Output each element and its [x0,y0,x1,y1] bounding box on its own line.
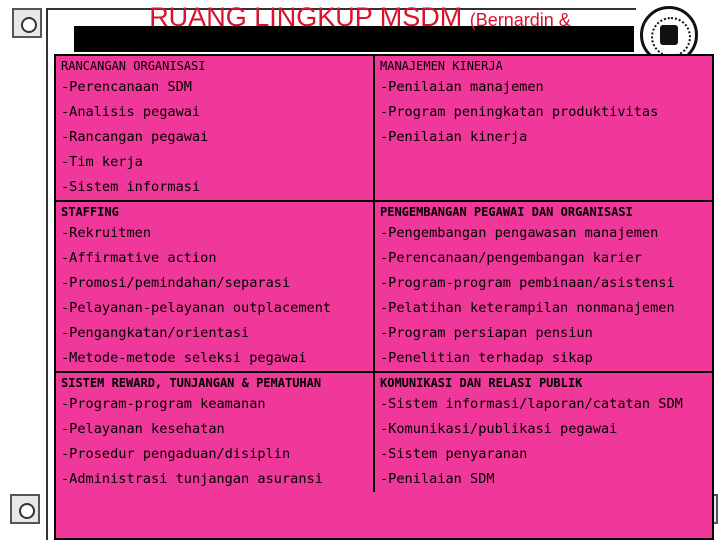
table-cell-left: -Tim kerja [56,150,374,175]
table-cell-right: -Perencanaan/pengembangan karier [380,250,642,266]
title-subtitle: (Bernardin & [469,10,571,30]
table-cell-left: -Administrasi tunjangan asuransi [56,467,374,492]
table-cell-left: -Affirmative action [56,246,374,271]
table-cell-left: -Rekruitmen [56,221,374,246]
scope-table [54,54,714,540]
table-cell-left: -Sistem informasi [56,175,374,201]
table-row [56,346,712,372]
section-heading-left: STAFFING [56,201,374,221]
section-heading-row [56,56,712,75]
section-heading-right: KOMUNIKASI DAN RELASI PUBLIK [374,372,712,392]
table-cell-left: -Perencanaan SDM [56,75,374,100]
slide-bullet-icon-bottom-left [10,494,40,524]
table-row [56,150,712,175]
table-row [56,75,712,100]
table-row [56,125,712,150]
table-cell-right: -Program persiapan pensiun [380,325,593,341]
table-cell-left: -Analisis pegawai [56,100,374,125]
table-cell-right: -Sistem informasi/laporan/catatan SDM [380,396,683,412]
table-cell-right: -Penilaian SDM [380,471,495,487]
table-row [56,442,712,467]
section-heading-left: SISTEM REWARD, TUNJANGAN & PEMATUHAN [56,372,374,392]
table-cell-left: -Pelayanan-pelayanan outplacement [56,296,374,321]
page-title [0,2,720,33]
table-cell-right: -Program-program pembinaan/asistensi [380,275,675,291]
section-heading-right: PENGEMBANGAN PEGAWAI DAN ORGANISASI [374,201,712,221]
frame-line-left [46,8,48,540]
table-cell-right: -Penilaian kinerja [380,129,528,145]
table-cell-right: -Pengembangan pengawasan manajemen [380,225,659,241]
table-cell-left: -Prosedur pengaduan/disiplin [56,442,374,467]
section-heading-row [56,201,712,221]
table-cell-right: -Penelitian terhadap sikap [380,350,593,366]
table-cell-left: -Pelayanan kesehatan [56,417,374,442]
table-cell-left: -Promosi/pemindahan/separasi [56,271,374,296]
table-cell-right: -Pelatihan keterampilan nonmanajemen [380,300,675,316]
table-row [56,392,712,417]
table-cell-right: -Program peningkatan produktivitas [380,104,659,120]
table-row [56,271,712,296]
table-row [56,417,712,442]
section-heading-right: MANAJEMEN KINERJA [380,59,503,73]
table-cell-right: -Komunikasi/publikasi pegawai [380,421,618,437]
table-cell-left: -Rancangan pegawai [56,125,374,150]
table-cell-right: -Sistem penyaranan [380,446,528,462]
table-row [56,175,712,201]
table-cell-left: -Metode-metode seleksi pegawai [56,346,374,372]
table-row [56,321,712,346]
table-cell-left: -Program-program keamanan [56,392,374,417]
table-row [56,100,712,125]
section-heading-left: RANCANGAN ORGANISASI [56,56,374,75]
table-row [56,296,712,321]
table-row [56,221,712,246]
table-row [56,467,712,492]
title-main: RUANG LINGKUP MSDM [149,2,463,32]
table-row [56,246,712,271]
table-cell-right [374,175,712,201]
section-heading-row [56,372,712,392]
table-cell-left: -Pengangkatan/orientasi [56,321,374,346]
table-cell-right [374,150,712,175]
table-cell-right: -Penilaian manajemen [380,79,544,95]
